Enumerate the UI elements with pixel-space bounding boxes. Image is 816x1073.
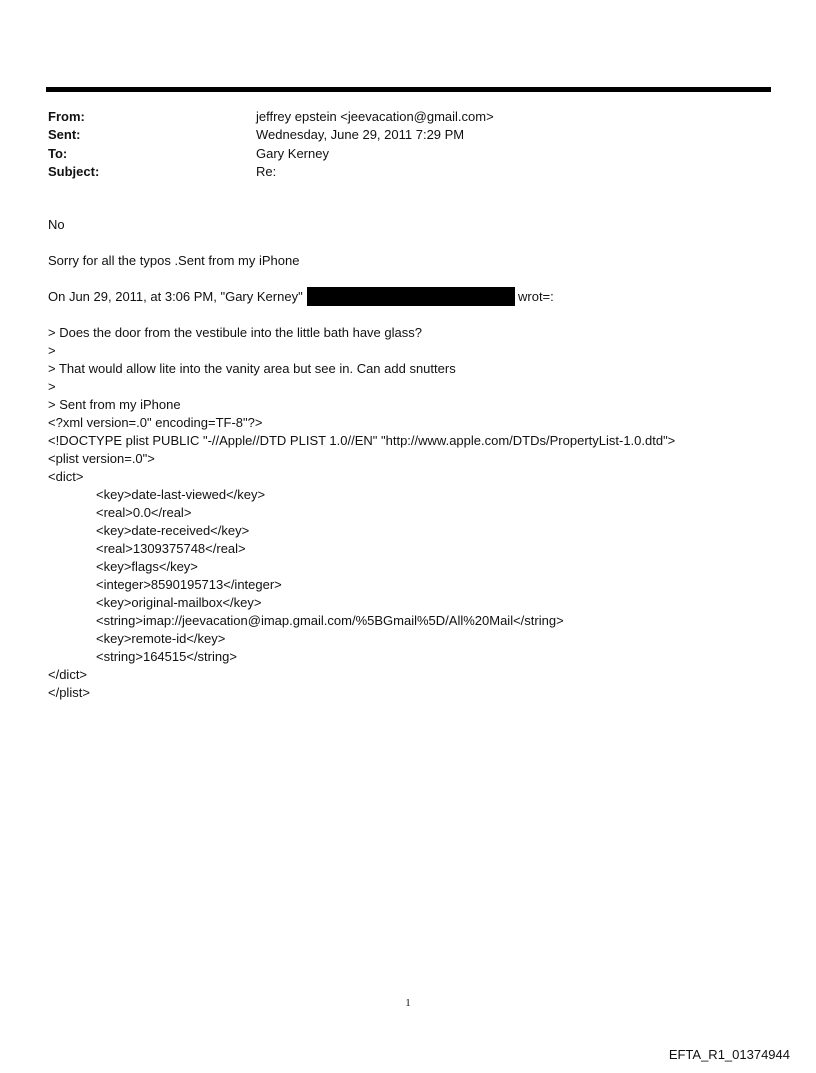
dict-line: <key>flags</key> (96, 559, 198, 574)
subject-label: Subject: (48, 164, 100, 179)
dict-line: <key>date-received</key> (96, 523, 250, 538)
quoted-line: > (48, 379, 56, 394)
quote-intro: On Jun 29, 2011, at 3:06 PM, "Gary Kerney" (48, 289, 303, 304)
header-rule (46, 87, 771, 92)
quoted-line: > Sent from my iPhone (48, 397, 181, 412)
dict-line: <real>1309375748</real> (96, 541, 246, 556)
closing-line: </plist> (48, 685, 90, 700)
quoted-line: > That would allow lite into the vanity area but see in. Can add snutters (48, 361, 456, 376)
dict-line: <integer>8590195713</integer> (96, 577, 282, 592)
from-label: From: (48, 109, 85, 124)
xml-line: <!DOCTYPE plist PUBLIC "-//Apple//DTD PLIST 1.0//EN" "http://www.apple.com/DTDs/PropertyList-1.0.dtd"> (48, 433, 676, 448)
quote-intro-end: wrot=: (518, 289, 554, 304)
dict-line: <key>original-mailbox</key> (96, 595, 262, 610)
sent-value: Wednesday, June 29, 2011 7:29 PM (256, 127, 465, 142)
sent-label: Sent: (48, 127, 81, 142)
from-value: jeffrey epstein <jeevacation@gmail.com> (256, 109, 494, 124)
xml-line: <plist version=.0"> (48, 451, 155, 466)
dict-line: <string>imap://jeevacation@imap.gmail.com/%5BGmail%5D/All%20Mail</string> (96, 613, 564, 628)
dict-line: <string>164515</string> (96, 649, 237, 664)
bates-id: EFTA_R1_01374944 (668, 1047, 790, 1062)
redaction-box (307, 287, 515, 306)
closing-line: </dict> (48, 667, 88, 682)
dict-line: <key>remote-id</key> (96, 631, 226, 646)
dict-line: <real>0.0</real> (96, 505, 192, 520)
quoted-line: > (48, 343, 56, 358)
quoted-line: > Does the door from the vestibule into the little bath have glass? (48, 325, 422, 340)
reply-text: No (48, 217, 65, 232)
subject-value: Re: (256, 164, 277, 179)
xml-line: <?xml version=.0" encoding=TF-8"?> (48, 415, 263, 430)
to-label: To: (48, 146, 68, 161)
dict-line: <key>date-last-viewed</key> (96, 487, 266, 502)
signature-text: Sorry for all the typos .Sent from my iPhone (48, 253, 300, 268)
page-number: 1 (405, 997, 411, 1009)
xml-line: <dict> (48, 469, 84, 484)
to-value: Gary Kerney (256, 146, 329, 161)
